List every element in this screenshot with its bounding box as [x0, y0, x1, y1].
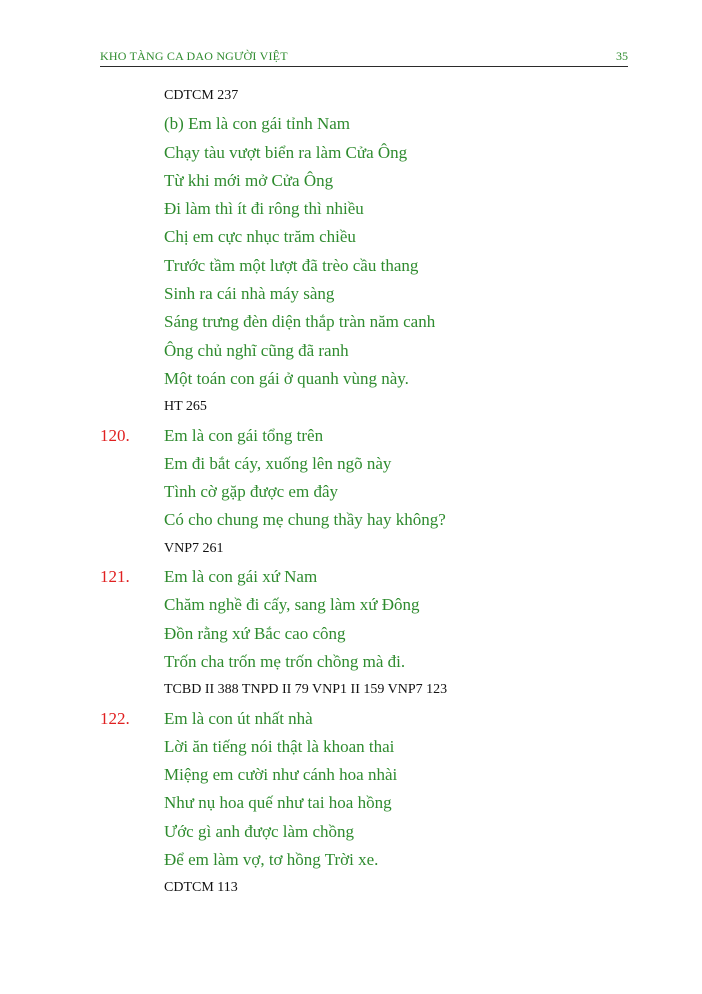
verse-text: Đồn rằng xứ Bắc cao công — [164, 623, 346, 643]
source-line — [0, 676, 702, 704]
verse-line — [0, 167, 702, 195]
verse-text: Từ khi mới mở Cửa Ông — [164, 170, 334, 190]
verse-line — [0, 195, 702, 223]
verse-line — [0, 620, 702, 648]
verse-text: Tình cờ gặp được em đây — [164, 482, 339, 502]
verse-line — [0, 280, 702, 308]
page-number: 35 — [616, 49, 628, 63]
verse-text: Chị em cực nhục trăm chiều — [164, 227, 356, 247]
verse-text: Miệng em cười như cánh hoa nhài — [164, 765, 398, 785]
source-reference: CDTCM 113 — [164, 880, 238, 896]
book-title: KHO TÀNG CA DAO NGƯỜI VIỆT — [100, 49, 288, 63]
verse-line — [0, 846, 702, 874]
verse-line — [0, 365, 702, 393]
source-line — [0, 393, 702, 421]
verse-line — [0, 761, 702, 789]
verse-line — [0, 308, 702, 336]
verse-line — [0, 110, 702, 138]
verse-text: Trước tầm một lượt đã trèo cầu thang — [164, 255, 419, 275]
verse-text: Sáng trưng đèn diện thắp tràn năm canh — [164, 312, 436, 332]
verse-line — [0, 648, 702, 676]
source-line — [0, 874, 702, 902]
verse-line — [0, 705, 702, 733]
verse-line — [0, 450, 702, 478]
source-reference: TCBD II 388 TNPD II 79 VNP1 II 159 VNP7 123 — [164, 682, 448, 698]
running-header — [100, 48, 628, 67]
verse-text: Lời ăn tiếng nói thật là khoan thai — [164, 736, 395, 756]
verse-line — [0, 818, 702, 846]
poem-content — [0, 82, 702, 903]
verse-text: Có cho chung mẹ chung thầy hay không? — [164, 510, 446, 530]
verse-text: Em là con gái tổng trên — [164, 425, 324, 445]
verse-text: Để em làm vợ, tơ hồng Trời xe. — [164, 850, 379, 870]
poem-number: 121. — [100, 567, 130, 587]
poem-number: 120. — [100, 425, 130, 445]
verse-text: (b) Em là con gái tỉnh Nam — [164, 114, 351, 134]
verse-line — [0, 139, 702, 167]
verse-text: Chăm nghề đi cấy, sang làm xứ Đông — [164, 595, 420, 615]
source-line — [0, 535, 702, 563]
verse-text: Em đi bắt cáy, xuống lên ngõ này — [164, 453, 392, 473]
verse-line — [0, 337, 702, 365]
verse-text: Em là con út nhất nhà — [164, 708, 313, 728]
source-line — [0, 82, 702, 110]
verse-text: Trốn cha trốn mẹ trốn chồng mà đi. — [164, 651, 406, 671]
verse-text: Sinh ra cái nhà máy sàng — [164, 284, 335, 304]
verse-line — [0, 591, 702, 619]
verse-line — [0, 506, 702, 534]
verse-text: Chạy tàu vượt biển ra làm Cửa Ông — [164, 142, 408, 162]
verse-text: Ông chủ nghĩ cũng đã ranh — [164, 340, 349, 360]
verse-line — [0, 223, 702, 251]
verse-text: Em là con gái xứ Nam — [164, 567, 318, 587]
verse-text: Một toán con gái ở quanh vùng này. — [164, 368, 409, 388]
poem-number: 122. — [100, 708, 130, 728]
verse-line — [0, 733, 702, 761]
verse-text: Ước gì anh được làm chồng — [164, 821, 355, 841]
verse-line — [0, 422, 702, 450]
verse-line — [0, 789, 702, 817]
verse-text: Đi làm thì ít đi rông thì nhiều — [164, 199, 364, 219]
verse-line — [0, 563, 702, 591]
verse-text: Như nụ hoa quế như tai hoa hồng — [164, 793, 392, 813]
source-reference: HT 265 — [164, 399, 207, 415]
verse-line — [0, 252, 702, 280]
source-reference: VNP7 261 — [164, 540, 224, 556]
source-reference: CDTCM 237 — [164, 88, 239, 103]
verse-line — [0, 478, 702, 506]
